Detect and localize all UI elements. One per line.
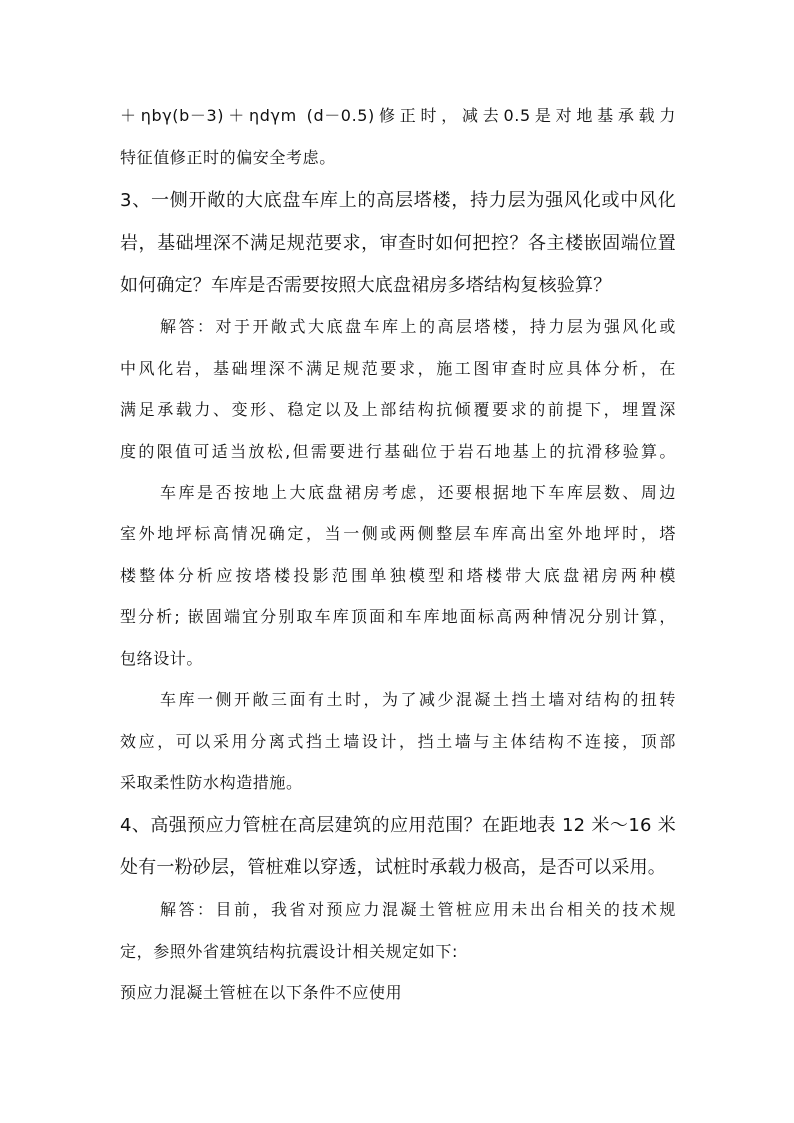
answer-paragraph: 定，参照外省建筑结构抗震设计相关规定如下: [120, 942, 458, 961]
answer-paragraph: 预应力混凝土管桩在以下条件不应使用 [120, 983, 403, 1002]
answer-paragraph: 效应，可以采用分离式挡土墙设计，挡土墙与主体结构不连接，顶部 [120, 732, 676, 751]
answer-paragraph: 车库一侧开敞三面有土时，为了减少混凝土挡土墙对结构的扭转 [160, 690, 676, 709]
answer-paragraph: 解答：对于开敞式大底盘车库上的高层塔楼，持力层为强风化或 [160, 317, 676, 336]
answer-paragraph: 解答：目前，我省对预应力混凝土管桩应用未出台相关的技术规 [160, 900, 676, 919]
answer-paragraph: 包络设计。 [120, 649, 204, 668]
question-heading-3: 3、一侧开敞的大底盘车库上的高层塔楼，持力层为强风化或中风化 [120, 190, 676, 211]
answer-paragraph: 中风化岩，基础埋深不满足规范要求，施工图审查时应具体分析，在 [120, 359, 676, 378]
text-line: 特征值修正时的偏安全考虑。 [120, 148, 336, 167]
answer-paragraph: 室外地坪标高情况确定，当一侧或两侧整层车库高出室外地坪时，塔 [120, 524, 676, 543]
question-heading-4: 处有一粉砂层，管桩难以穿透，试桩时承载力极高，是否可以采用。 [120, 857, 666, 878]
question-heading-3: 岩，基础埋深不满足规范要求，审查时如何把控？各主楼嵌固端位置 [120, 233, 676, 254]
text-line: ＋ηbγ(b－3)＋ηdγm (d－0.5)修正时，减去0.5是对地基承载力 [120, 106, 676, 125]
answer-paragraph: 楼整体分析应按塔楼投影范围单独模型和塔楼带大底盘裙房两种模 [120, 566, 676, 585]
answer-paragraph: 型分析; 嵌固端宜分别取车库顶面和车库地面标高两种情况分别计算， [120, 607, 676, 626]
answer-paragraph: 车库是否按地上大底盘裙房考虑，还要根据地下车库层数、周边 [160, 483, 676, 502]
answer-paragraph: 采取柔性防水构造措施。 [120, 773, 303, 792]
question-heading-3: 如何确定？车库是否需要按照大底盘裙房多塔结构复核验算？ [120, 275, 612, 296]
answer-paragraph: 满足承载力、变形、稳定以及上部结构抗倾覆要求的前提下，埋置深 [120, 400, 676, 419]
answer-paragraph: 度的限值可适当放松,但需要进行基础位于岩石地基上的抗滑移验算。 [120, 442, 676, 461]
question-heading-4: 4、高强预应力管桩在高层建筑的应用范围？在距地表 12 米～16 米 [120, 815, 676, 836]
